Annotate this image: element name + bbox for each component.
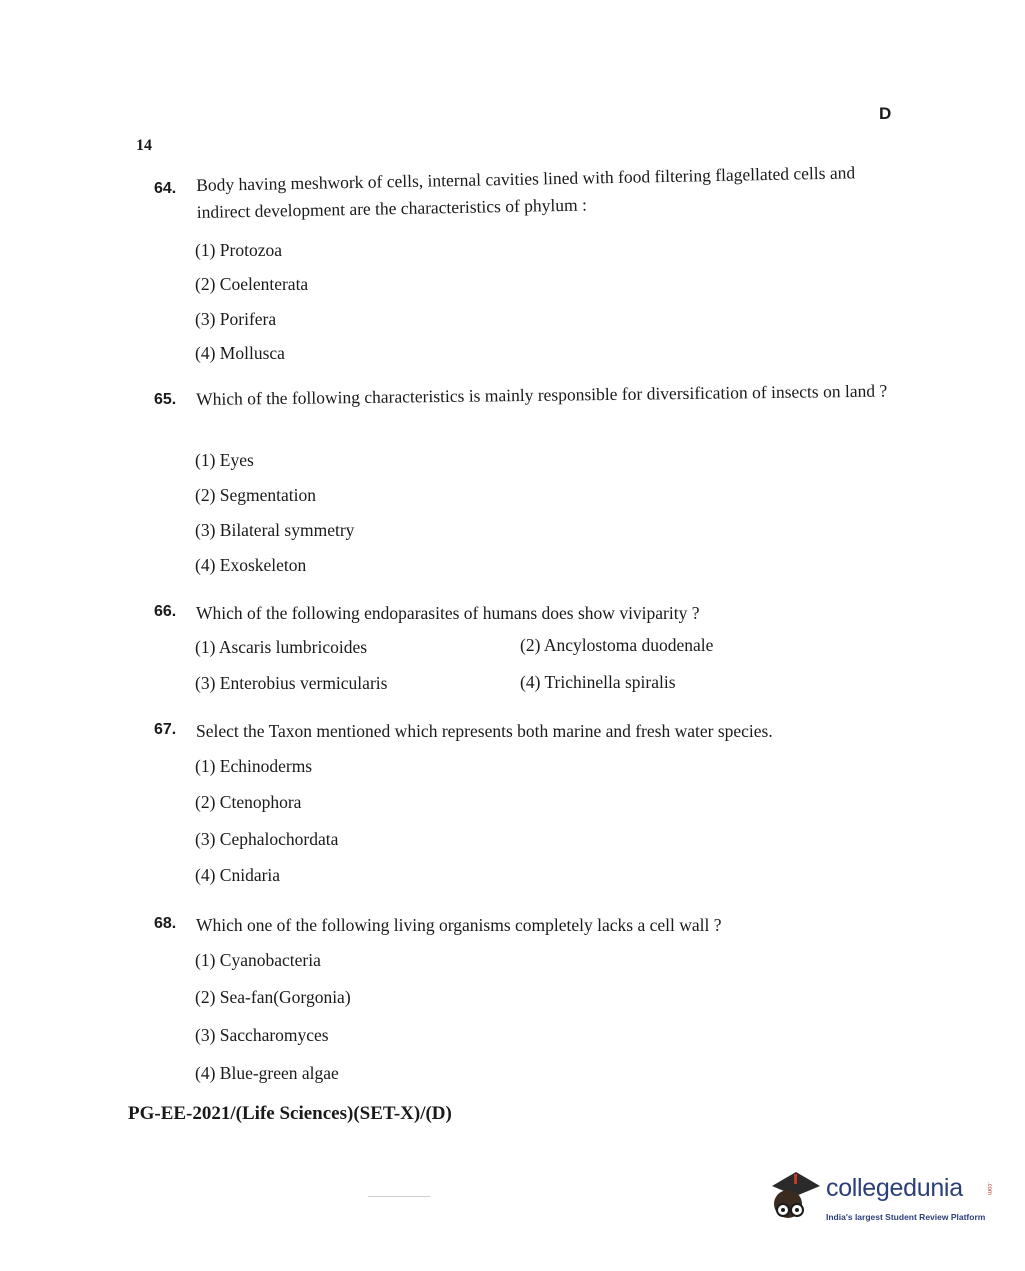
brand-name: collegedunia (826, 1174, 963, 1202)
brand-domain: .com (986, 1182, 992, 1196)
question-text: Body having meshwork of cells, internal cavities lined with food filtering flagellated cells and indirect development are the characteristics of phylum : (196, 162, 856, 222)
question-66 (154, 600, 894, 627)
page-number: 14 (136, 137, 152, 154)
option: (3) Enterobius vermicularis (195, 673, 388, 693)
option: (3) Porifera (195, 309, 277, 329)
set-code: D (879, 104, 892, 123)
option: (2) Ancylostoma duodenale (520, 635, 714, 655)
question-67 (154, 718, 894, 745)
option: (4) Mollusca (195, 343, 285, 363)
option: (1) Cyanobacteria (195, 950, 321, 970)
question-64 (154, 162, 894, 226)
collegedunia-watermark (766, 1166, 996, 1226)
option: (2) Sea-fan(Gorgonia) (195, 987, 351, 1007)
option: (1) Protozoa (195, 240, 282, 260)
option: (3) Saccharomyces (195, 1025, 329, 1045)
option: (4) Cnidaria (195, 865, 281, 885)
question-text: Which one of the following living organisms completely lacks a cell wall ? (196, 915, 722, 935)
question-text: Which of the following characteristics is mainly responsible for diversification of insects on land ? (196, 380, 888, 409)
option: (2) Coelenterata (195, 274, 309, 294)
option: (2) Segmentation (195, 485, 317, 505)
question-68 (154, 912, 894, 939)
option: (2) Ctenophora (195, 792, 302, 812)
option: (1) Eyes (195, 450, 254, 470)
question-text: Select the Taxon mentioned which represents both marine and fresh water species. (196, 721, 773, 741)
option: (1) Echinoderms (195, 756, 313, 776)
brand-tagline: India's largest Student Review Platform (826, 1212, 986, 1222)
question-number: 65. (154, 391, 177, 408)
footer-code: PG-EE-2021/(Life Sciences)(SET-X)/(D) (128, 1103, 452, 1124)
option: (3) Bilateral symmetry (195, 520, 355, 540)
option: (1) Ascaris lumbricoides (195, 637, 368, 657)
question-65 (154, 382, 894, 413)
option: (4) Trichinella spiralis (520, 672, 676, 692)
question-number: 66. (154, 603, 177, 620)
option: (4) Exoskeleton (195, 555, 307, 575)
mascot-icon (766, 1166, 824, 1226)
question-number: 67. (154, 721, 177, 738)
divider (368, 1196, 430, 1197)
question-number: 68. (154, 915, 177, 932)
question-text: Which of the following endoparasites of humans does show viviparity ? (196, 603, 700, 623)
option: (3) Cephalochordata (195, 829, 339, 849)
option: (4) Blue-green algae (195, 1063, 339, 1083)
question-number: 64. (154, 180, 177, 197)
